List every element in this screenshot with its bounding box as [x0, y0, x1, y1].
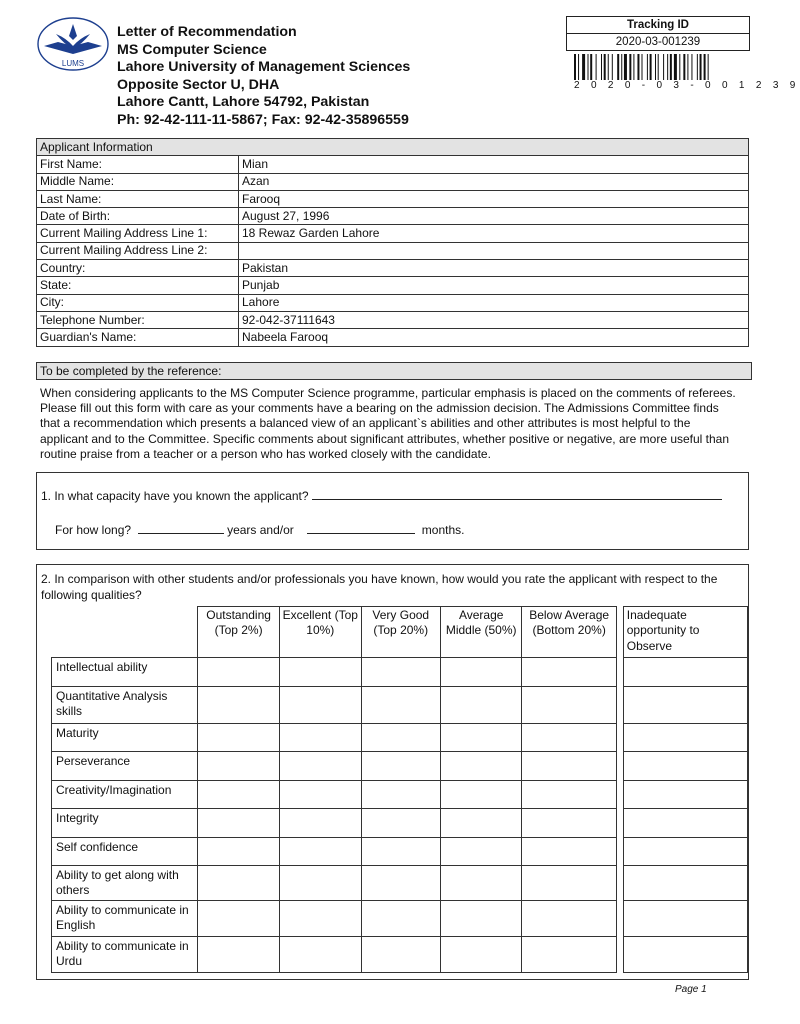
quality-row: [52, 809, 748, 838]
applicant-field-label: Country:: [37, 260, 239, 277]
barcode-bar: [617, 54, 619, 80]
rating-cell[interactable]: [361, 838, 440, 866]
reference-section-title: To be completed by the reference:: [36, 362, 752, 380]
barcode-bar: [663, 54, 664, 80]
header-title: Letter of Recommendation: [117, 24, 297, 40]
tracking-label: Tracking ID: [567, 17, 750, 34]
rating-cell[interactable]: [522, 901, 616, 937]
question-1-text: 1. In what capacity have you known the applicant?: [41, 489, 309, 503]
rating-cell[interactable]: [279, 937, 361, 973]
applicant-row: [37, 277, 749, 294]
rating-cell[interactable]: [522, 838, 616, 866]
rating-cell[interactable]: [198, 687, 280, 724]
applicant-row: [37, 190, 749, 207]
rating-cell[interactable]: [522, 866, 616, 901]
years-answer-line[interactable]: [138, 521, 224, 534]
lums-logo: [36, 16, 110, 72]
barcode-bar: [650, 54, 652, 80]
column-gap: [616, 724, 623, 752]
rating-cell[interactable]: [440, 901, 522, 937]
applicant-field-value[interactable]: Farooq: [239, 190, 749, 207]
barcode-bar: [708, 54, 709, 80]
inadequate-cell[interactable]: [623, 724, 747, 752]
column-gap: [616, 937, 623, 973]
header-university: Lahore University of Management Sciences: [117, 59, 411, 76]
applicant-row: [37, 329, 749, 346]
quality-row: [52, 866, 748, 901]
rating-cell[interactable]: [279, 838, 361, 866]
applicant-field-value[interactable]: Pakistan: [239, 260, 749, 277]
rating-cell[interactable]: [361, 687, 440, 724]
rating-cell[interactable]: [198, 781, 280, 809]
rating-cell[interactable]: [361, 781, 440, 809]
rating-cell[interactable]: [440, 752, 522, 781]
column-gap: [616, 866, 623, 901]
column-gap: [616, 809, 623, 838]
quality-row: [52, 781, 748, 809]
inadequate-cell[interactable]: [623, 838, 747, 866]
tracking-box: [566, 16, 750, 51]
quality-row: [52, 752, 748, 781]
header-phone-fax: Ph: 92-42-111-11-5867; Fax: 92-42-35896559: [117, 111, 409, 128]
barcode-bar: [633, 54, 634, 80]
applicant-field-value[interactable]: 18 Rewaz Garden Lahore: [239, 225, 749, 242]
quality-row: [52, 658, 748, 687]
quality-row: [52, 937, 748, 973]
header-address-1: Opposite Sector U, DHA: [117, 76, 280, 93]
question-1-box: [36, 472, 749, 550]
months-answer-line[interactable]: [307, 521, 415, 534]
applicant-field-label: Last Name:: [37, 190, 239, 207]
applicant-row: [37, 208, 749, 225]
rating-cell[interactable]: [361, 752, 440, 781]
column-gap: [616, 658, 623, 687]
barcode-bar: [679, 54, 680, 80]
ratings-table: [51, 606, 748, 973]
applicant-field-label: City:: [37, 294, 239, 311]
barcode: [574, 54, 746, 80]
column-gap: [616, 752, 623, 781]
duration-row: [55, 521, 464, 537]
years-label: years and/or: [227, 523, 294, 537]
months-label: months.: [421, 523, 465, 537]
inadequate-cell[interactable]: [623, 752, 747, 781]
applicant-field-value[interactable]: Lahore: [239, 294, 749, 311]
rating-cell[interactable]: [440, 687, 522, 724]
applicant-field-value[interactable]: August 27, 1996: [239, 208, 749, 225]
rating-cell[interactable]: [198, 901, 280, 937]
rating-cell[interactable]: [522, 752, 616, 781]
barcode-bar: [667, 54, 668, 80]
rating-column-header: Excellent (Top 10%): [279, 607, 361, 658]
applicant-section-title: Applicant Information: [37, 139, 749, 156]
rating-cell[interactable]: [522, 687, 616, 724]
applicant-field-label: State:: [37, 277, 239, 294]
inadequate-cell[interactable]: [623, 687, 747, 724]
rating-cell[interactable]: [279, 724, 361, 752]
barcode-bar: [588, 54, 589, 80]
quality-label: Self confidence: [52, 838, 198, 866]
rating-column-header: Below Average (Bottom 20%): [522, 607, 616, 658]
rating-cell[interactable]: [361, 866, 440, 901]
applicant-field-label: Middle Name:: [37, 173, 239, 190]
rating-cell[interactable]: [440, 809, 522, 838]
tracking-id: 2020-03-001239: [567, 34, 750, 51]
column-gap: [616, 781, 623, 809]
page-number: Page 1: [675, 984, 707, 995]
applicant-row: [37, 156, 749, 173]
barcode-bar: [637, 54, 639, 80]
barcode-bar: [704, 54, 706, 80]
applicant-field-label: Guardian's Name:: [37, 329, 239, 346]
rating-cell[interactable]: [198, 838, 280, 866]
quality-label: Intellectual ability: [52, 658, 198, 687]
applicant-field-label: Current Mailing Address Line 2:: [37, 242, 239, 259]
quality-header-spacer: [52, 607, 198, 658]
rating-cell[interactable]: [279, 901, 361, 937]
barcode-bar: [624, 54, 627, 80]
barcode-bar: [697, 54, 698, 80]
barcode-text: 2 0 2 0 - 0 3 - 0 0 1 2 3 9: [574, 80, 800, 91]
applicant-row: [37, 311, 749, 328]
applicant-row: [37, 225, 749, 242]
applicant-row: [37, 242, 749, 259]
barcode-bar: [608, 54, 609, 80]
barcode-bar: [612, 54, 613, 80]
quality-row: [52, 901, 748, 937]
barcode-bar: [687, 54, 688, 80]
applicant-row: [37, 294, 749, 311]
rating-cell[interactable]: [522, 658, 616, 687]
inadequate-column-header: Inadequate opportunity to Observe: [623, 607, 747, 658]
barcode-bar: [700, 54, 702, 80]
quality-label: Ability to communicate in Urdu: [52, 937, 198, 973]
letter-header: [117, 24, 410, 130]
applicant-field-label: Date of Birth:: [37, 208, 239, 225]
quality-row: [52, 687, 748, 724]
applicant-info-table: [36, 138, 749, 347]
rating-cell[interactable]: [198, 658, 280, 687]
rating-cell[interactable]: [440, 866, 522, 901]
how-long-label: For how long?: [55, 523, 132, 537]
rating-cell[interactable]: [361, 658, 440, 687]
rating-column-header: Outstanding (Top 2%): [198, 607, 280, 658]
inadequate-cell[interactable]: [623, 901, 747, 937]
capacity-answer-line[interactable]: [312, 487, 722, 500]
applicant-field-value[interactable]: Azan: [239, 173, 749, 190]
quality-label: Perseverance: [52, 752, 198, 781]
rating-cell[interactable]: [440, 937, 522, 973]
rating-column-header: Very Good (Top 20%): [361, 607, 440, 658]
rating-cell[interactable]: [279, 658, 361, 687]
quality-label: Integrity: [52, 809, 198, 838]
header-address-2: Lahore Cantt, Lahore 54792, Pakistan: [117, 94, 370, 111]
barcode-bar: [658, 54, 659, 80]
rating-cell[interactable]: [198, 752, 280, 781]
rating-cell[interactable]: [279, 781, 361, 809]
barcode-bar: [683, 54, 685, 80]
inadequate-cell[interactable]: [623, 937, 747, 973]
rating-cell[interactable]: [279, 866, 361, 901]
rating-cell[interactable]: [198, 809, 280, 838]
barcode-bar: [604, 54, 606, 80]
quality-row: [52, 838, 748, 866]
applicant-field-label: Current Mailing Address Line 1:: [37, 225, 239, 242]
rating-cell[interactable]: [198, 937, 280, 973]
applicant-field-label: First Name:: [37, 156, 239, 173]
quality-label: Ability to get along with others: [52, 866, 198, 901]
quality-label: Creativity/Imagination: [52, 781, 198, 809]
barcode-bar: [596, 54, 597, 80]
rating-cell[interactable]: [198, 724, 280, 752]
applicant-field-label: Telephone Number:: [37, 311, 239, 328]
question-1: [41, 487, 722, 503]
barcode-bar: [642, 54, 643, 80]
barcode-bar: [691, 54, 692, 80]
barcode-bar: [582, 54, 585, 80]
rating-cell[interactable]: [361, 937, 440, 973]
barcode-bar: [574, 54, 576, 80]
rating-cell[interactable]: [522, 781, 616, 809]
applicant-field-value[interactable]: [239, 242, 749, 259]
rating-cell[interactable]: [279, 752, 361, 781]
header-program: MS Computer Science: [117, 41, 267, 58]
rating-cell[interactable]: [522, 937, 616, 973]
barcode-bar: [670, 54, 672, 80]
column-gap: [616, 838, 623, 866]
rating-cell[interactable]: [440, 724, 522, 752]
barcode-bar: [601, 54, 602, 80]
applicant-field-value[interactable]: Mian: [239, 156, 749, 173]
applicant-field-value[interactable]: 92-042-37111643: [239, 311, 749, 328]
column-gap: [616, 901, 623, 937]
rating-cell[interactable]: [361, 809, 440, 838]
inadequate-cell[interactable]: [623, 866, 747, 901]
quality-label: Quantitative Analysis skills: [52, 687, 198, 724]
barcode-bar: [621, 54, 622, 80]
rating-cell[interactable]: [279, 687, 361, 724]
inadequate-cell[interactable]: [623, 658, 747, 687]
barcode-bar: [590, 54, 592, 80]
barcode-bar: [674, 54, 677, 80]
inadequate-cell[interactable]: [623, 781, 747, 809]
rating-cell[interactable]: [440, 781, 522, 809]
rating-cell[interactable]: [361, 901, 440, 937]
barcode-bar: [578, 54, 579, 80]
rating-cell[interactable]: [440, 838, 522, 866]
quality-row: [52, 724, 748, 752]
column-gap: [616, 687, 623, 724]
rating-cell[interactable]: [361, 724, 440, 752]
quality-label: Maturity: [52, 724, 198, 752]
rating-cell[interactable]: [440, 658, 522, 687]
rating-cell[interactable]: [198, 866, 280, 901]
reference-intro: When considering applicants to the MS Computer Science programme, particular emphasis is placed on the comments of referees. Please fill out this form with care as your comments have a bearing on the admission decision. The Admissions Committee finds that a recommendation which presents a balanced view of an applicant`s abilities and other attributes is most helpful to the applicant and to the Committee. Specific comments about significant attributes, whether positive or negative, are more useful than routine praise from a teacher or a person who has worked closely with the candidate.: [40, 386, 736, 461]
column-gap: [616, 607, 623, 658]
barcode-bar: [629, 54, 631, 80]
question-2-text: 2. In comparison with other students and/or professionals you have known, how would you rate the applicant with respect to the following qualities?: [41, 572, 718, 602]
rating-cell[interactable]: [522, 809, 616, 838]
question-2-box: [36, 564, 749, 980]
barcode-bar: [647, 54, 648, 80]
rating-cell[interactable]: [279, 809, 361, 838]
barcode-bar: [655, 54, 656, 80]
applicant-field-value[interactable]: Nabeela Farooq: [239, 329, 749, 346]
quality-label: Ability to communicate in English: [52, 901, 198, 937]
rating-cell[interactable]: [522, 724, 616, 752]
logo-text: LUMS: [61, 59, 85, 68]
inadequate-cell[interactable]: [623, 809, 747, 838]
applicant-row: [37, 260, 749, 277]
applicant-field-value[interactable]: Punjab: [239, 277, 749, 294]
applicant-row: [37, 173, 749, 190]
rating-column-header: Average Middle (50%): [440, 607, 522, 658]
